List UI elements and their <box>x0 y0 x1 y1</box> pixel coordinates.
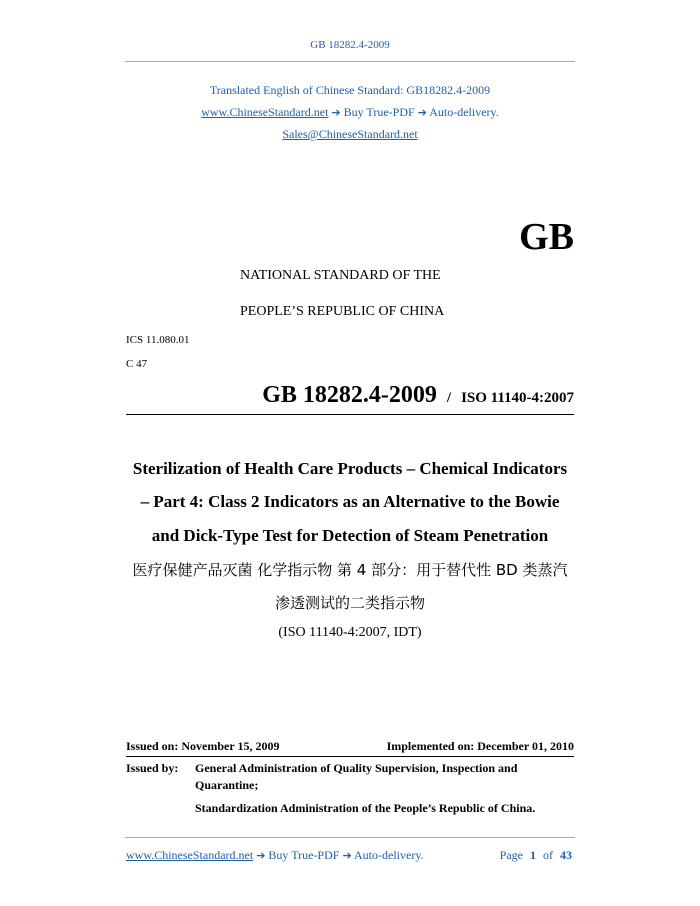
auto-delivery-text: Auto-delivery. <box>429 105 499 119</box>
iso-number: ISO 11140-4:2007 <box>461 390 574 406</box>
title-line-1: Sterilization of Health Care Products – Chemical Indicators <box>132 459 568 478</box>
chinese-title-line-1: 医疗保健产品灭菌 化学指示物 第 4 部分：用于替代性 BD 类蒸汽 <box>132 561 568 579</box>
ccs-code: C 47 <box>126 358 148 370</box>
national-line-1: NATIONAL STANDARD OF THE <box>240 268 441 283</box>
footer-links <box>126 848 424 863</box>
title-line-3: and Dick-Type Test for Detection of Steam Penetration <box>151 526 549 545</box>
separator: / <box>446 390 452 406</box>
email-row <box>0 127 700 142</box>
gb-logo: GB <box>519 216 574 258</box>
national-line-2: PEOPLE’S REPUBLIC OF CHINA <box>240 304 445 319</box>
arrow-icon: ➔ <box>331 106 341 119</box>
issuer-line-1: General Administration of Quality Supervision, Inspection and <box>195 761 518 775</box>
implemented-on: Implemented on: December 01, 2010 <box>386 739 574 753</box>
footer-auto-delivery: Auto-delivery. <box>354 848 424 862</box>
arrow-icon: ➔ <box>256 849 266 862</box>
standard-number <box>262 382 574 409</box>
issued-on: Issued on: November 15, 2009 <box>126 739 280 753</box>
issued-by-label: Issued by: <box>126 761 179 775</box>
ics-code: ICS 11.080.01 <box>126 334 190 346</box>
equivalence-note: (ISO 11140-4:2007, IDT) <box>278 625 422 640</box>
of-word: of <box>543 848 553 862</box>
chinese-title-line-2: 渗透测试的二类指示物 <box>274 594 425 612</box>
footer-buy-link[interactable]: Buy True-PDF <box>268 848 340 862</box>
page-number: 1 <box>530 848 536 862</box>
email-link[interactable]: Sales@ChineseStandard.net <box>282 127 418 141</box>
arrow-icon: ➔ <box>417 106 427 119</box>
header-links <box>0 105 700 120</box>
arrow-icon: ➔ <box>342 849 352 862</box>
site-link[interactable]: www.ChineseStandard.net <box>201 105 329 119</box>
footer-rule <box>125 837 575 838</box>
buy-true-pdf-link[interactable]: Buy True-PDF <box>343 105 415 119</box>
standard-rule <box>126 414 574 415</box>
gb-number: GB 18282.4-2009 <box>262 382 437 408</box>
page-total: 43 <box>560 848 572 862</box>
footer-site-link[interactable]: www.ChineseStandard.net <box>126 848 254 862</box>
dates-rule <box>126 756 574 757</box>
issuer-line-3: Standardization Administration of the People’s Republic of China. <box>195 801 536 815</box>
issuer-line-2: Quarantine; <box>195 778 259 792</box>
title-line-2: – Part 4: Class 2 Indicators as an Alternative to the Bowie <box>140 492 560 511</box>
page-indicator <box>500 848 572 863</box>
page-word: Page <box>499 848 523 862</box>
header-doc-code: GB 18282.4-2009 <box>310 39 390 51</box>
translated-line: Translated English of Chinese Standard: GB18282.4-2009 <box>209 83 491 97</box>
header-rule <box>125 61 575 62</box>
